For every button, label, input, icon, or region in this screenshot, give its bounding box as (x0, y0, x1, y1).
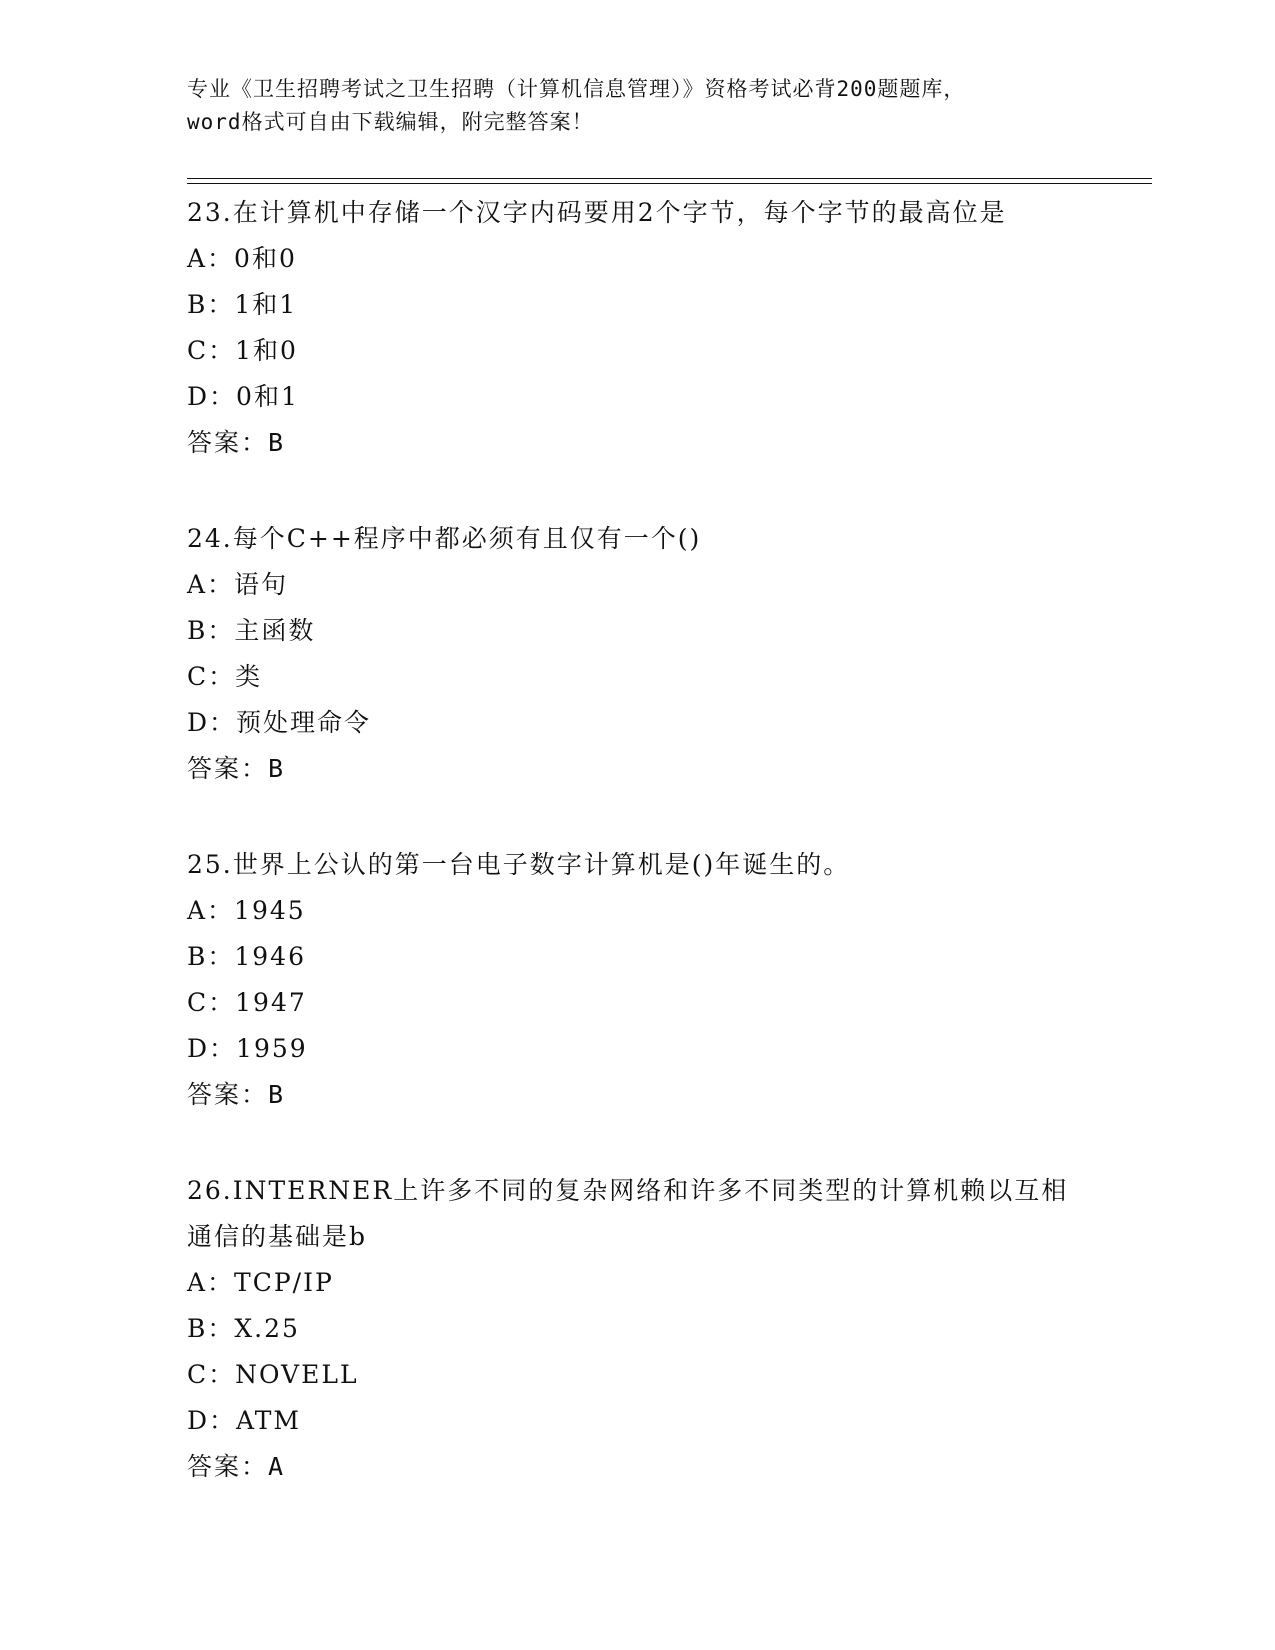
question-list (187, 190, 1087, 1540)
option-b: B：主函数 (187, 616, 316, 645)
header-divider-bottom (187, 183, 1152, 184)
option-c: C：1947 (187, 988, 307, 1017)
header-line-1: 专业《卫生招聘考试之卫生招聘（计算机信息管理）》资格考试必背200题题库， (187, 77, 966, 101)
document-header (187, 73, 1087, 139)
answer-line: 答案：B (187, 754, 286, 783)
option-c: C：NOVELL (187, 1360, 359, 1389)
option-b: B：1946 (187, 942, 306, 971)
header-divider-top (187, 178, 1152, 179)
option-c: C：类 (187, 662, 263, 691)
question-23 (187, 190, 1087, 466)
option-b: B：1和1 (187, 290, 298, 319)
option-a: A：TCP/IP (187, 1268, 334, 1297)
option-b: B：X.25 (187, 1314, 300, 1343)
question-25 (187, 842, 1087, 1118)
question-stem: 23.在计算机中存储一个汉字内码要用2个字节，每个字节的最高位是 (187, 198, 1007, 227)
header-line-2: word格式可自由下载编辑，附完整答案！ (187, 110, 594, 134)
option-a: A：语句 (187, 570, 289, 599)
question-24 (187, 516, 1087, 792)
answer-line: 答案：B (187, 428, 286, 457)
option-a: A：1945 (187, 896, 306, 925)
question-stem: 24.每个C++程序中都必须有且仅有一个() (187, 524, 702, 553)
option-d: D：0和1 (187, 382, 299, 411)
option-d: D：ATM (187, 1406, 302, 1435)
answer-line: 答案：A (187, 1452, 286, 1481)
question-stem: 25.世界上公认的第一台电子数字计算机是()年诞生的。 (187, 850, 851, 879)
option-d: D：1959 (187, 1034, 308, 1063)
question-26 (187, 1168, 1087, 1490)
option-c: C：1和0 (187, 336, 298, 365)
option-d: D：预处理命令 (187, 708, 372, 737)
question-stem: 26.INTERNER上许多不同的复杂网络和许多不同类型的计算机赖以互相通信的基础是b (187, 1176, 1069, 1251)
answer-line: 答案：B (187, 1080, 286, 1109)
option-a: A：0和0 (187, 244, 297, 273)
